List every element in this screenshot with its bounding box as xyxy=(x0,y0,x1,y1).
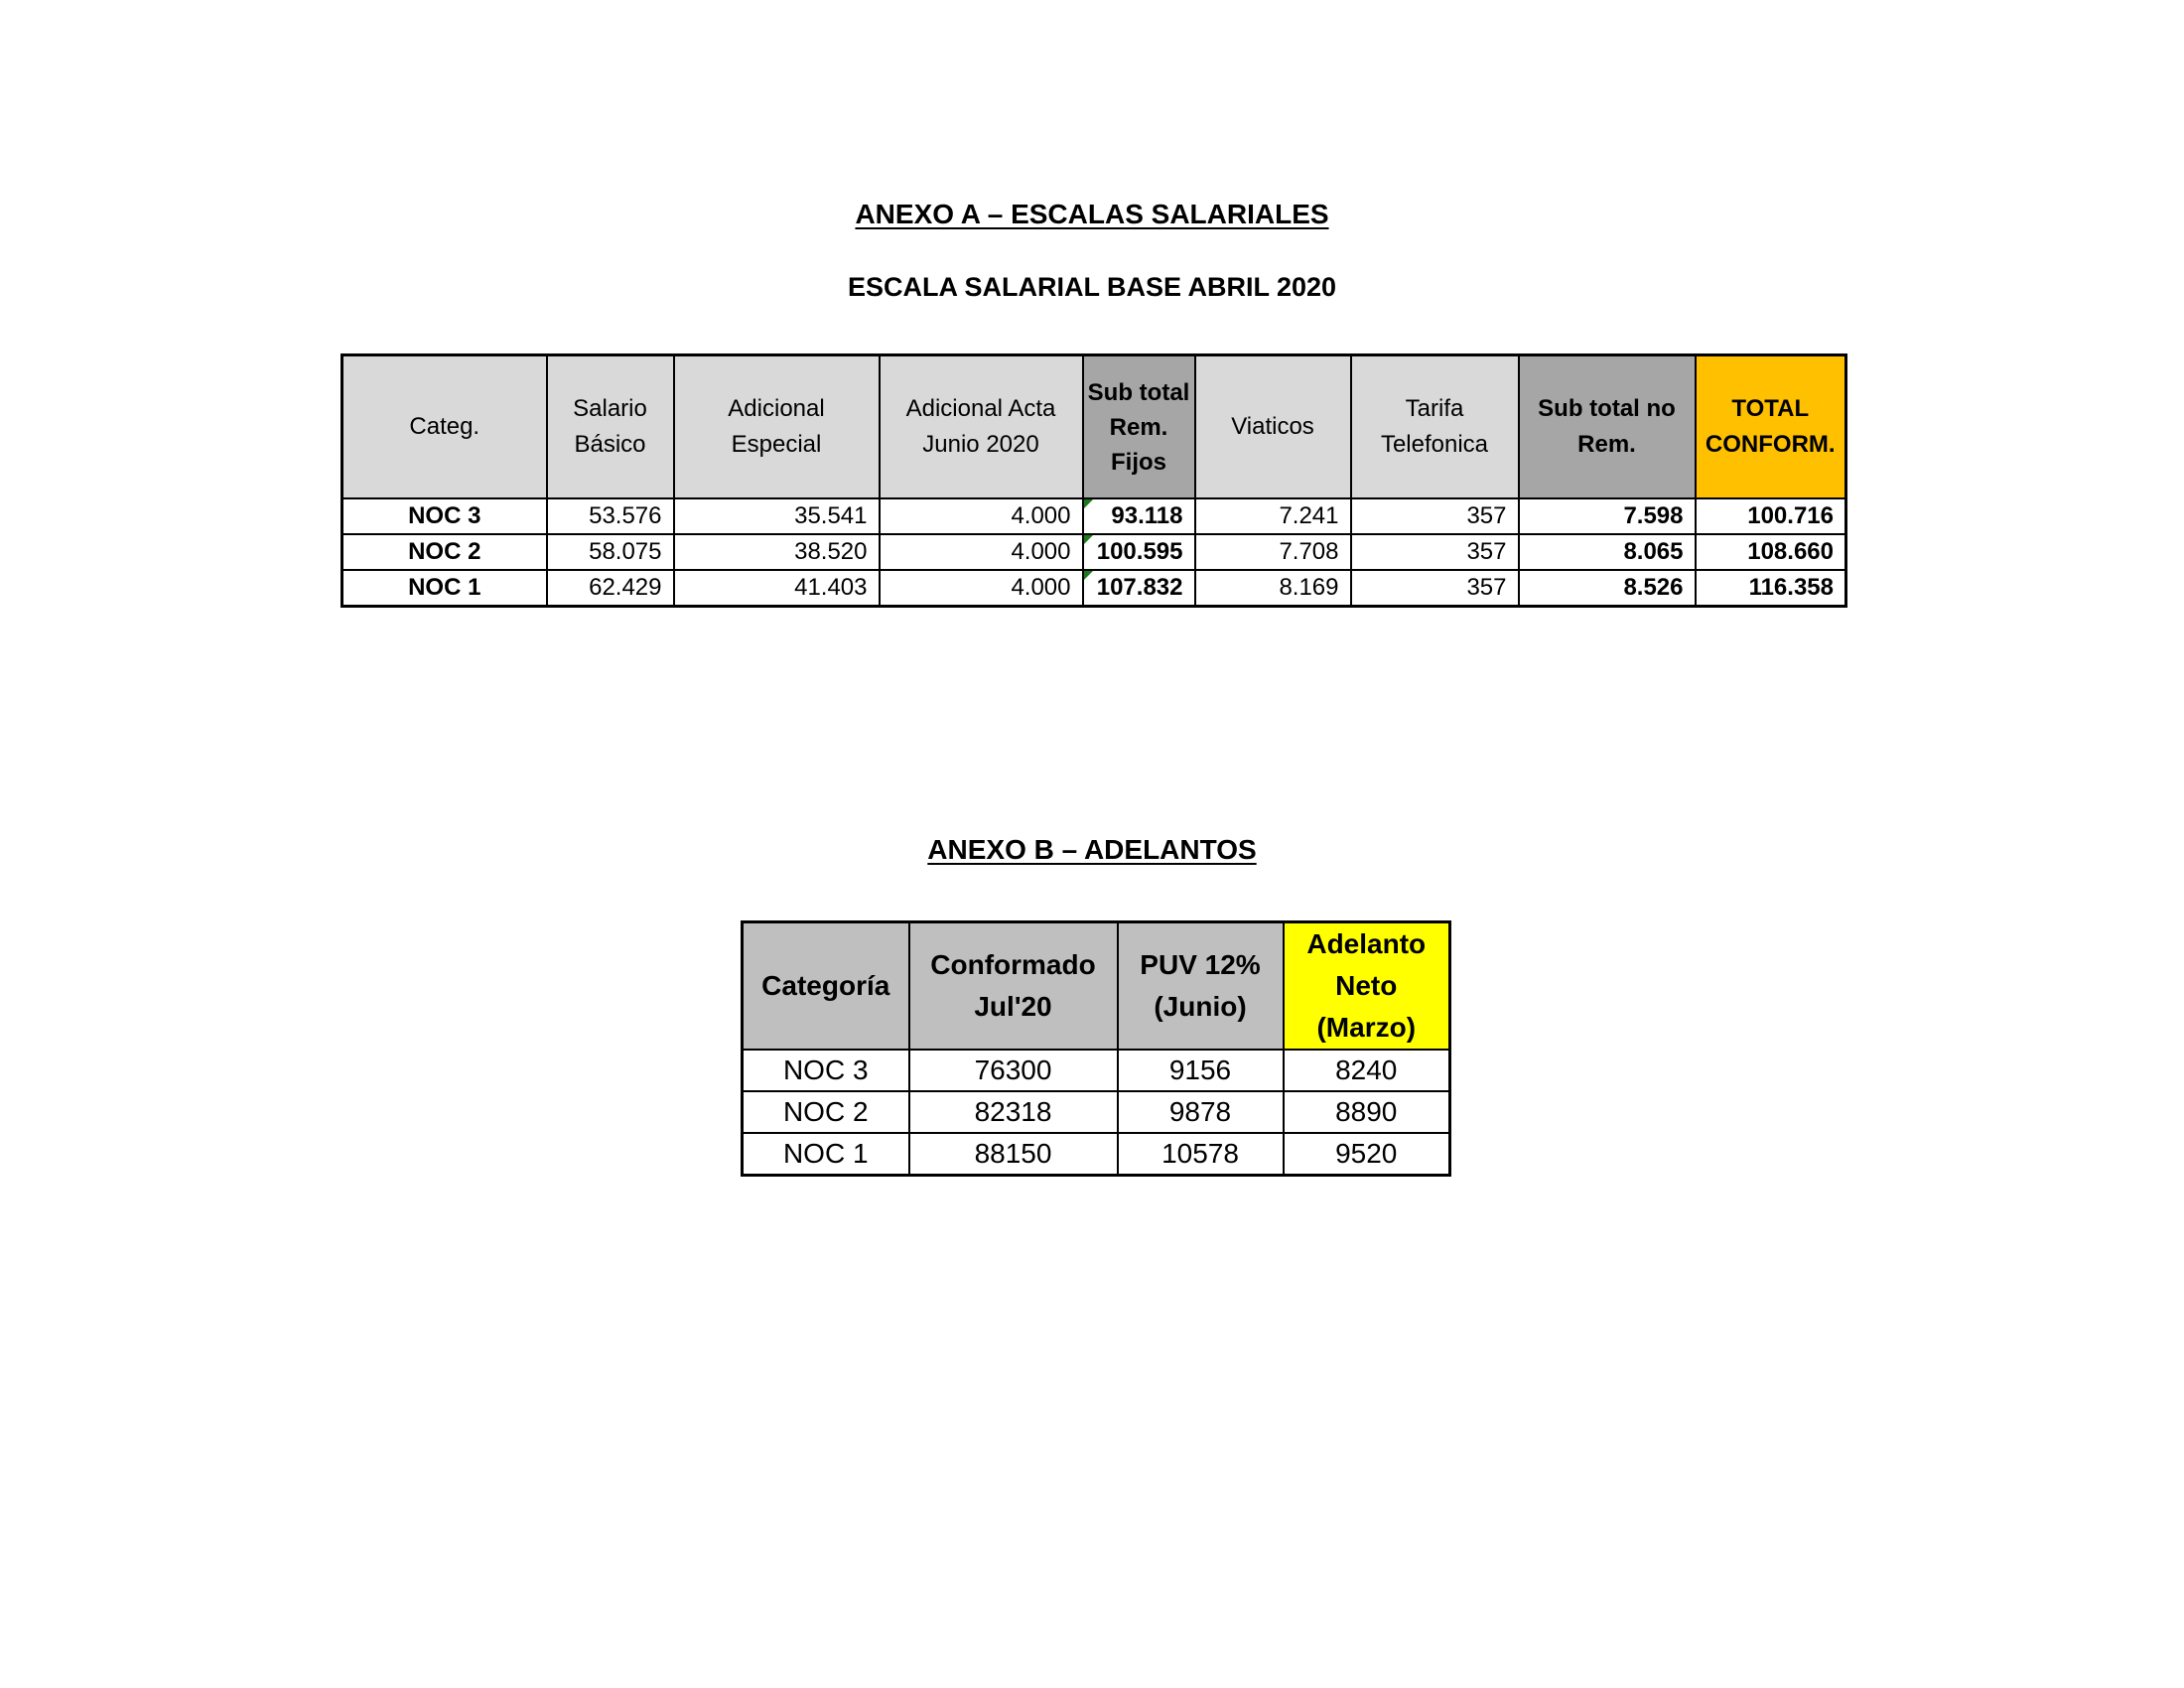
header-categ: Categ. xyxy=(342,355,547,499)
cell-categoria: NOC 1 xyxy=(743,1133,909,1176)
table-row xyxy=(342,498,1846,534)
header-adicional-especial: Adicional Especial xyxy=(674,355,880,499)
header-total-conform: TOTAL CONFORM. xyxy=(1696,355,1846,499)
table-row xyxy=(743,1050,1450,1091)
header-tarifa-telefonica: Tarifa Telefonica xyxy=(1351,355,1519,499)
cell-total: 100.716 xyxy=(1696,498,1846,534)
cell-total: 108.660 xyxy=(1696,534,1846,570)
cell-conformado: 88150 xyxy=(909,1133,1118,1176)
cell-adelanto: 8890 xyxy=(1284,1091,1450,1133)
header-subtotal-rem: Sub total Rem. Fijos xyxy=(1083,355,1195,499)
header-subtotal-no-rem: Sub total no Rem. xyxy=(1519,355,1696,499)
header-conformado: Conformado Jul'20 xyxy=(909,922,1118,1051)
cell-salario: 53.576 xyxy=(547,498,674,534)
cell-subtotal-rem: 107.832 xyxy=(1083,570,1195,607)
cell-puv: 10578 xyxy=(1118,1133,1284,1176)
table-row xyxy=(743,1091,1450,1133)
header-adicional-acta: Adicional Acta Junio 2020 xyxy=(880,355,1083,499)
table-header-row xyxy=(342,355,1846,499)
cell-categ: NOC 3 xyxy=(342,498,547,534)
header-puv: PUV 12% (Junio) xyxy=(1118,922,1284,1051)
cell-puv: 9156 xyxy=(1118,1050,1284,1091)
cell-salario: 62.429 xyxy=(547,570,674,607)
table-row xyxy=(342,570,1846,607)
cell-subtotal-no-rem: 7.598 xyxy=(1519,498,1696,534)
cell-total: 116.358 xyxy=(1696,570,1846,607)
header-viaticos: Viaticos xyxy=(1195,355,1351,499)
table-row xyxy=(743,1133,1450,1176)
annex-a-title: ANEXO A – ESCALAS SALARIALES xyxy=(855,199,1329,229)
cell-salario: 58.075 xyxy=(547,534,674,570)
cell-subtotal-rem: 93.118 xyxy=(1083,498,1195,534)
cell-viaticos: 7.708 xyxy=(1195,534,1351,570)
cell-subtotal-no-rem: 8.526 xyxy=(1519,570,1696,607)
annex-b-title: ANEXO B – ADELANTOS xyxy=(927,834,1257,865)
header-salario-basico: Salario Básico xyxy=(547,355,674,499)
cell-tarifa: 357 xyxy=(1351,570,1519,607)
cell-conformado: 82318 xyxy=(909,1091,1118,1133)
cell-acta: 4.000 xyxy=(880,498,1083,534)
cell-conformado: 76300 xyxy=(909,1050,1118,1091)
cell-categoria: NOC 3 xyxy=(743,1050,909,1091)
cell-viaticos: 8.169 xyxy=(1195,570,1351,607)
cell-adelanto: 8240 xyxy=(1284,1050,1450,1091)
cell-viaticos: 7.241 xyxy=(1195,498,1351,534)
cell-categ: NOC 2 xyxy=(342,534,547,570)
annex-a-subtitle: ESCALA SALARIAL BASE ABRIL 2020 xyxy=(847,272,1337,302)
cell-acta: 4.000 xyxy=(880,534,1083,570)
header-categoria: Categoría xyxy=(743,922,909,1051)
cell-adicional: 35.541 xyxy=(674,498,880,534)
cell-adicional: 38.520 xyxy=(674,534,880,570)
cell-puv: 9878 xyxy=(1118,1091,1284,1133)
cell-tarifa: 357 xyxy=(1351,498,1519,534)
advances-table xyxy=(741,920,1451,1177)
header-adelanto-neto: Adelanto Neto (Marzo) xyxy=(1284,922,1450,1051)
cell-categ: NOC 1 xyxy=(342,570,547,607)
cell-adicional: 41.403 xyxy=(674,570,880,607)
salary-scale-table xyxy=(341,353,1847,608)
cell-tarifa: 357 xyxy=(1351,534,1519,570)
cell-categoria: NOC 2 xyxy=(743,1091,909,1133)
cell-subtotal-rem: 100.595 xyxy=(1083,534,1195,570)
table-row xyxy=(342,534,1846,570)
cell-acta: 4.000 xyxy=(880,570,1083,607)
table-header-row xyxy=(743,922,1450,1051)
cell-subtotal-no-rem: 8.065 xyxy=(1519,534,1696,570)
cell-adelanto: 9520 xyxy=(1284,1133,1450,1176)
